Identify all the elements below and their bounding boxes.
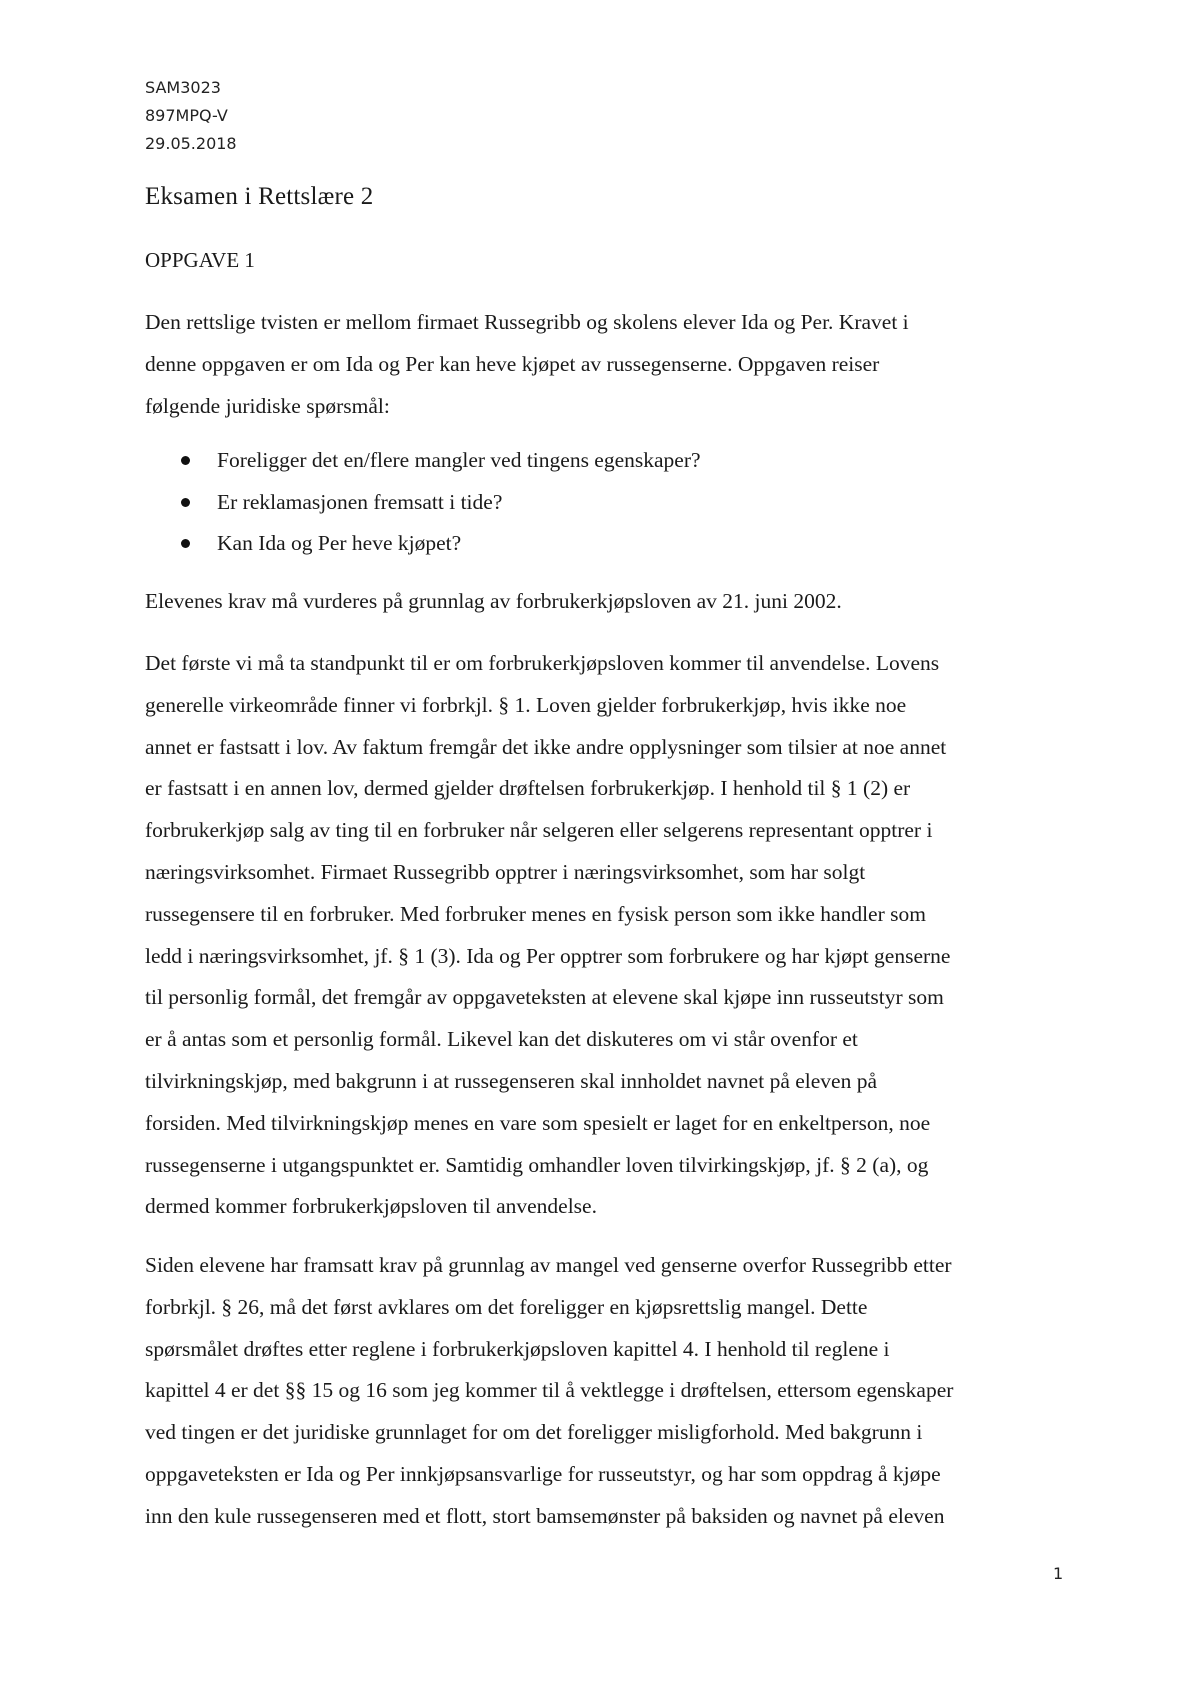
text-line: russegensere til en forbruker. Med forbruker menes en fysisk person som ikke handler som <box>145 901 926 926</box>
text-line: er å antas som et personlig formål. Likevel kan det diskuteres om vi står ovenfor et <box>145 1027 858 1052</box>
text-line: oppgaveteksten er Ida og Per innkjøpsansvarlige for russeutstyr, og har som oppdrag å kjøpe <box>145 1461 941 1486</box>
basis-paragraph <box>145 581 1070 623</box>
list-item <box>145 440 701 482</box>
list-item <box>145 523 701 565</box>
text-line: russegenserne i utgangspunktet er. Samtidig omhandler loven tilvirkingskjøp, jf. § 2 (a), og <box>145 1152 929 1177</box>
text-line: til personlig formål, det fremgår av oppgaveteksten at elevene skal kjøpe inn russeutstyr som <box>145 985 944 1010</box>
intro-paragraph <box>145 302 1070 427</box>
text-line: annet er fastsatt i lov. Av faktum fremgår det ikke andre opplysninger som tilsier at noe annet <box>145 734 947 759</box>
text-line: spørsmålet drøftes etter reglene i forbrukerkjøpsloven kapittel 4. I henhold til reglene i <box>145 1336 890 1361</box>
document-title: Eksamen i Rettslære 2 <box>145 183 374 210</box>
exam-date: 29.05.2018 <box>145 134 237 153</box>
text-line: forbrukerkjøp salg av ting til en forbruker når selgeren eller selgerens representant opptrer i <box>145 818 933 843</box>
page-number: 1 <box>1053 1564 1064 1583</box>
bullet-icon <box>181 456 190 465</box>
text-line: Siden elevene har framsatt krav på grunnlag av mangel ved genserne overfor Russegribb etter <box>145 1253 952 1277</box>
list-item-text: Er reklamasjonen fremsatt i tide? <box>217 489 503 514</box>
text-line: generelle virkeområde finner vi forbrkjl. § 1. Loven gjelder forbrukerkjøp, hvis ikke noe <box>145 692 907 717</box>
defect-paragraph <box>145 1245 1070 1538</box>
text-line: ved tingen er det juridiske grunnlaget for om det foreligger misligforhold. Med bakgrunn i <box>145 1420 923 1445</box>
candidate-id: 897MPQ-V <box>145 106 228 125</box>
text-line: denne oppgaven er om Ida og Per kan heve kjøpet av russegenserne. Oppgaven reiser <box>145 351 880 376</box>
list-item <box>145 482 701 524</box>
course-code: SAM3023 <box>145 78 221 97</box>
task-heading: OPPGAVE 1 <box>145 248 255 272</box>
text-line: følgende juridiske spørsmål: <box>145 393 390 418</box>
text-line: forsiden. Med tilvirkningskjøp menes en vare som spesielt er laget for en enkeltperson, noe <box>145 1110 931 1135</box>
list-item-text: Kan Ida og Per heve kjøpet? <box>217 531 462 555</box>
text-line: forbrkjl. § 26, må det først avklares om det foreligger en kjøpsrettslig mangel. Dette <box>145 1294 868 1319</box>
text-line: dermed kommer forbrukerkjøpsloven til anvendelse. <box>145 1194 597 1219</box>
text-line: er fastsatt i en annen lov, dermed gjelder drøftelsen forbrukerkjøp. I henhold til § 1 (2) er <box>145 776 911 801</box>
list-item-text: Foreligger det en/flere mangler ved tingens egenskaper? <box>217 448 701 472</box>
header-meta <box>145 74 237 158</box>
scope-paragraph <box>145 643 1070 1228</box>
text-line: kapittel 4 er det §§ 15 og 16 som jeg kommer til å vektlegge i drøftelsen, ettersom egenskaper <box>145 1378 954 1403</box>
text-line: Elevenes krav må vurderes på grunnlag av forbrukerkjøpsloven av 21. juni 2002. <box>145 589 842 613</box>
text-line: inn den kule russegenseren med et flott, stort bamsemønster på baksiden og navnet på eleven <box>145 1503 945 1528</box>
text-line: ledd i næringsvirksomhet, jf. § 1 (3). Ida og Per opptrer som forbrukere og har kjøpt genserne <box>145 943 951 968</box>
text-line: næringsvirksomhet. Firmaet Russegribb opptrer i næringsvirksomhet, som har solgt <box>145 859 866 884</box>
text-line: Det første vi må ta standpunkt til er om forbrukerkjøpsloven kommer til anvendelse. Lovens <box>145 651 940 675</box>
text-line: tilvirkningskjøp, med bakgrunn i at russegenseren skal innholdet navnet på eleven på <box>145 1068 878 1093</box>
question-list <box>145 440 701 565</box>
bullet-icon <box>181 539 190 548</box>
text-line: Den rettslige tvisten er mellom firmaet Russegribb og skolens elever Ida og Per. Kravet i <box>145 310 909 334</box>
bullet-icon <box>181 498 190 507</box>
